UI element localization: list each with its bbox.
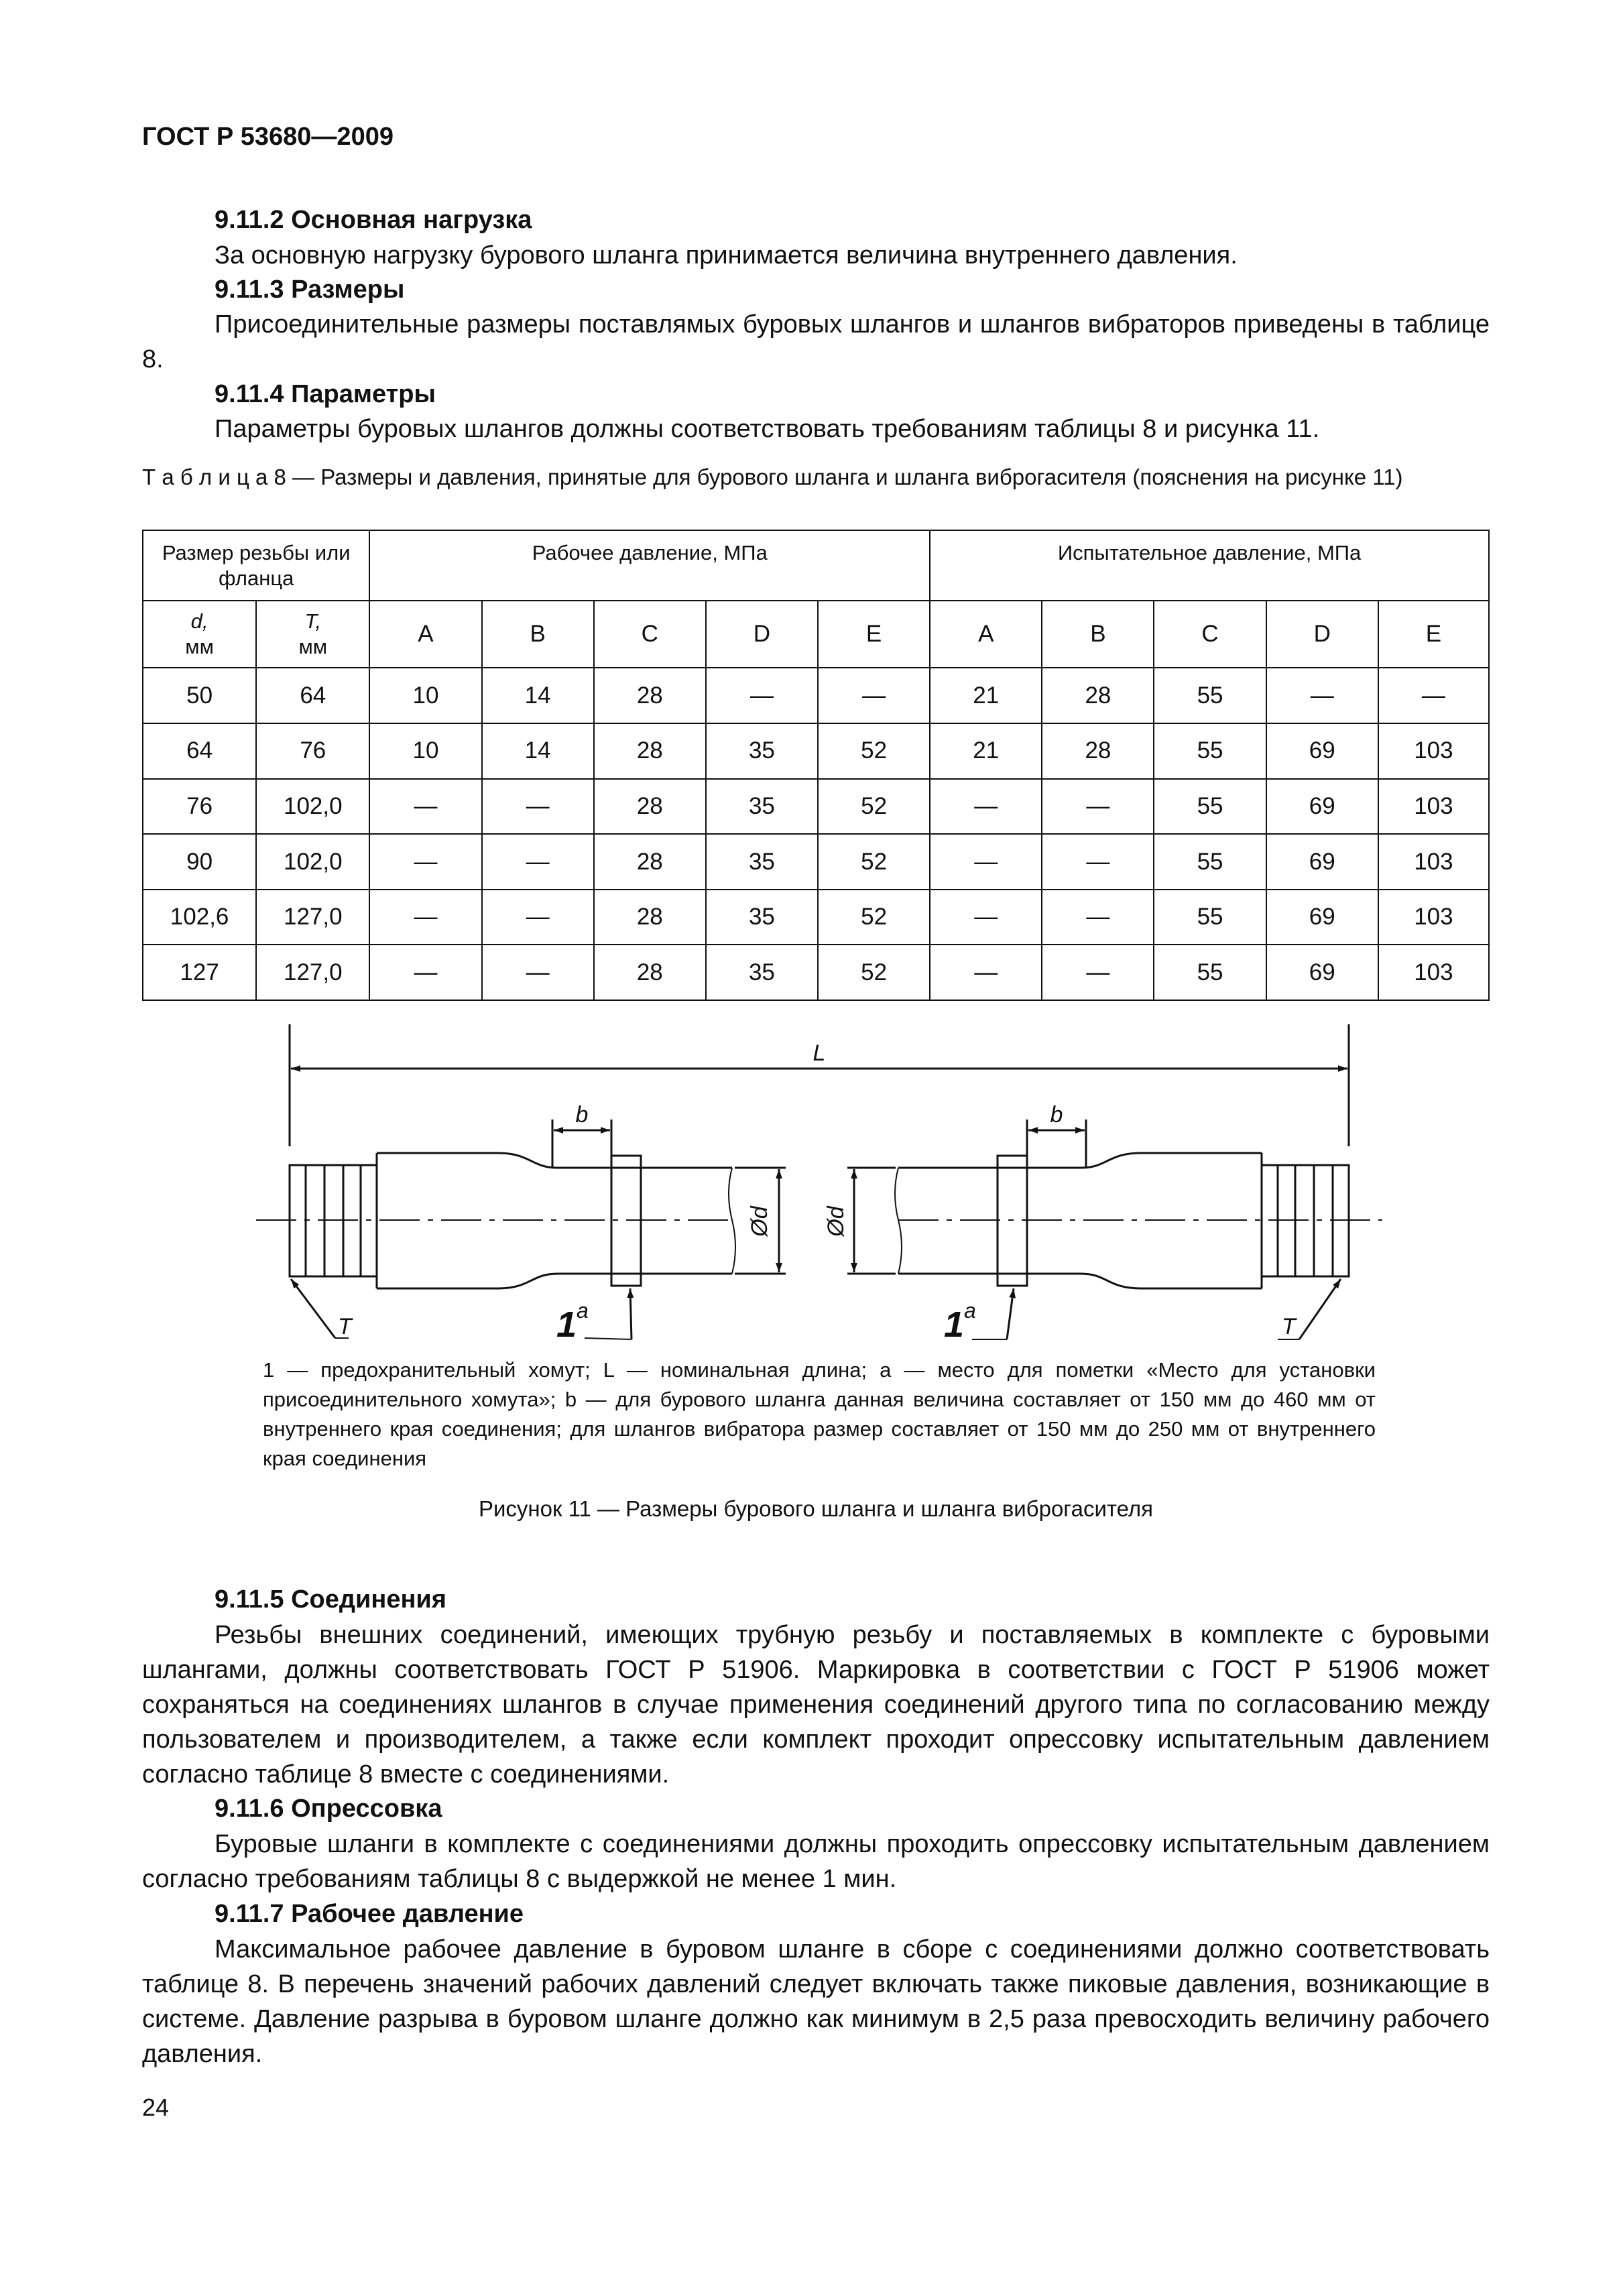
header-class: C (1154, 601, 1266, 668)
table-cell: 28 (594, 779, 706, 835)
table-caption (142, 463, 1490, 492)
figure-caption: Рисунок 11 — Размеры бурового шланга и шланга виброгасителя (478, 1496, 1154, 1521)
table-cell: — (930, 945, 1042, 1000)
dimension-d-right (847, 1168, 896, 1274)
leader-1a-left-shelf (585, 1338, 632, 1339)
header-class: D (706, 601, 818, 668)
section-text-9-11-4: Параметры буровых шлангов должны соответствовать требованиям таблицы 8 и рисунка 11. (215, 415, 1320, 443)
table-cell: 21 (930, 668, 1042, 723)
leader-1a-right (1007, 1288, 1014, 1339)
table-cell: 76 (256, 723, 369, 779)
table-cell: 35 (706, 890, 818, 945)
table-cell: 103 (1378, 779, 1489, 835)
table-caption-text: — Размеры и давления, принятые для бурового шланга и шланга виброгасителя (пояснения на рисунке 11) (286, 465, 1403, 489)
header-class: D (1266, 601, 1378, 668)
table-cell: 102,0 (256, 779, 369, 835)
table-cell: 90 (143, 834, 256, 890)
label-a-right: a (964, 1298, 976, 1323)
header-t-unit: мм (298, 635, 328, 659)
section-title-9-11-3: 9.11.3 Размеры (215, 276, 405, 304)
table-cell: 14 (482, 723, 594, 779)
table-cell: 28 (594, 945, 706, 1000)
label-1-left: 1 (556, 1305, 577, 1345)
section-title-9-11-6: 9.11.6 Опрессовка (215, 1795, 442, 1823)
section-text-9-11-2: За основную нагрузку бурового шланга принимается величина внутреннего давления. (215, 241, 1238, 269)
table-cell: 55 (1154, 890, 1266, 945)
header-d-symbol: d, (190, 609, 208, 633)
table-cell: 102,0 (256, 834, 369, 890)
header-size: Размер резьбы или фланца (143, 530, 369, 601)
table-cell: — (1378, 668, 1489, 723)
table-cell: 55 (1154, 668, 1266, 723)
table-cell: 10 (369, 668, 481, 723)
table-cell: — (369, 779, 481, 835)
table-row (143, 723, 1489, 779)
table-row (143, 668, 1489, 723)
page-number: 24 (142, 2094, 170, 2121)
table-row (143, 779, 1489, 835)
table-cell: 127 (143, 945, 256, 1000)
table-cell: 28 (594, 723, 706, 779)
table-cell: — (482, 779, 594, 835)
table-cell: 55 (1154, 945, 1266, 1000)
table-cell: — (1266, 668, 1378, 723)
table-cell: 69 (1266, 945, 1378, 1000)
section-title-9-11-7: 9.11.7 Рабочее давление (215, 1900, 524, 1928)
table-cell: 28 (1042, 668, 1154, 723)
table-cell: 69 (1266, 834, 1378, 890)
table-cell: — (482, 834, 594, 890)
table-cell: 35 (706, 945, 818, 1000)
table-cell: 52 (818, 723, 930, 779)
table-row (143, 945, 1489, 1000)
table-cell: 52 (818, 945, 930, 1000)
table-cell: — (1042, 834, 1154, 890)
section-title-9-11-4: 9.11.4 Параметры (215, 380, 436, 408)
table-cell: 50 (143, 668, 256, 723)
label-d-left: Ød (747, 1206, 772, 1237)
table-cell: 69 (1266, 723, 1378, 779)
table-cell: 55 (1154, 723, 1266, 779)
table-header-row-2 (143, 601, 1489, 668)
table-cell: 64 (143, 723, 256, 779)
table-cell: 55 (1154, 834, 1266, 890)
table-cell: 28 (594, 668, 706, 723)
table-cell: 102,6 (143, 890, 256, 945)
label-b-right: b (1050, 1102, 1063, 1128)
section-title-9-11-5: 9.11.5 Соединения (215, 1585, 446, 1614)
label-1-right: 1 (944, 1305, 965, 1345)
table-cell: 52 (818, 834, 930, 890)
header-class: A (369, 601, 481, 668)
table-cell: 10 (369, 723, 481, 779)
header-class: A (930, 601, 1042, 668)
header-class: B (482, 601, 594, 668)
table-cell: — (818, 668, 930, 723)
table-row (143, 834, 1489, 890)
leader-1a-left (630, 1288, 632, 1339)
label-T-left: T (338, 1314, 352, 1339)
header-class: B (1042, 601, 1154, 668)
table-cell: — (1042, 779, 1154, 835)
label-L: L (813, 1040, 826, 1066)
header-class: E (1378, 601, 1489, 668)
header-t (256, 601, 369, 668)
table-cell: — (369, 834, 481, 890)
figure-11-drawing (142, 1019, 1490, 1354)
leader-T-left (291, 1279, 335, 1338)
table-cell: 28 (1042, 723, 1154, 779)
table-header-row-1 (143, 530, 1489, 601)
table-cell: 103 (1378, 890, 1489, 945)
section-text-9-11-7: Максимальное рабочее давление в буровом шланге в сборе с соединениями должно соответствовать таблице 8. В перечень значений рабочих давлений следует включать также пиковые давления, возникающие в системе. Давление разрыва в буровом шланге должно как минимум в 2,5 раза превосходить величину рабочего давления. (142, 1935, 1490, 2068)
table-cell: — (369, 890, 481, 945)
table-cell: 103 (1378, 945, 1489, 1000)
section-title-9-11-2: 9.11.2 Основная нагрузка (215, 206, 532, 234)
table-cell: 52 (818, 890, 930, 945)
table-cell: 69 (1266, 890, 1378, 945)
header-d (143, 601, 256, 668)
section-text-9-11-5: Резьбы внешних соединений, имеющих трубную резьбу и поставляемых в комплекте с буровыми шлангами, должны соответствовать ГОСТ Р 51906. Маркировка в соответствии с ГОСТ Р 51906 может сохраняться на соединениях шлангов в случае применения соединений другого типа по согласованию между пользователем и производителем, а также если комплект проходит опрессовку испытательным давлением согласно таблице 8 вместе с соединениями. (142, 1621, 1490, 1789)
table-cell: 35 (706, 834, 818, 890)
label-T-right: T (1282, 1314, 1296, 1339)
table-cell: 55 (1154, 779, 1266, 835)
table-caption-prefix: Т а б л и ц а 8 (142, 465, 286, 489)
table-cell: — (1042, 890, 1154, 945)
table-cell: 35 (706, 779, 818, 835)
table-cell: 21 (930, 723, 1042, 779)
table-cell: 103 (1378, 834, 1489, 890)
table-cell: — (930, 834, 1042, 890)
figure-legend: 1 — предохранительный хомут; L — номинальная длина; a — место для пометки «Место для установки присоединительного хомута»; b — для бурового шланга данная величина составляет от 150 мм до 460 мм от внутреннего края соединения; для шлангов вибратора размер составляет от 150 мм до 250 мм от внутреннего края соединения (263, 1358, 1376, 1470)
table-cell: — (482, 890, 594, 945)
table-cell: 103 (1378, 723, 1489, 779)
table-cell: 127,0 (256, 890, 369, 945)
label-d-right: Ød (823, 1206, 849, 1237)
label-b-left: b (575, 1102, 589, 1128)
table-cell: — (482, 945, 594, 1000)
header-d-unit: мм (185, 635, 214, 659)
header-test-pressure: Испытательное давление, МПа (930, 530, 1489, 601)
table-cell: 127,0 (256, 945, 369, 1000)
header-class: C (594, 601, 706, 668)
header-t-symbol: T, (304, 609, 322, 633)
table-cell: 52 (818, 779, 930, 835)
table-cell: — (1042, 945, 1154, 1000)
table-cell: — (369, 945, 481, 1000)
header-working-pressure: Рабочее давление, МПа (369, 530, 930, 601)
table-8 (142, 530, 1490, 1001)
table-cell: — (930, 779, 1042, 835)
leader-T-right (1299, 1279, 1341, 1339)
table-cell: — (706, 668, 818, 723)
document-header: ГОСТ Р 53680—2009 (142, 123, 394, 151)
table-row (143, 890, 1489, 945)
section-text-9-11-6: Буровые шланги в комплекте с соединениями должны проходить опрессовку испытательным давлением согласно требованиям таблицы 8 с выдержкой не менее 1 мин. (142, 1830, 1490, 1893)
header-class: E (818, 601, 930, 668)
section-text-9-11-3: Присоединительные размеры поставлямых буровых шлангов и шлангов вибраторов приведены в таблице 8. (142, 310, 1490, 373)
table-cell: 28 (594, 834, 706, 890)
table-cell: 35 (706, 723, 818, 779)
table-cell: 14 (482, 668, 594, 723)
table-cell: 28 (594, 890, 706, 945)
table-cell: 64 (256, 668, 369, 723)
table-cell: 76 (143, 779, 256, 835)
table-body (143, 668, 1489, 1000)
label-a-left: a (577, 1298, 589, 1323)
table-cell: 69 (1266, 779, 1378, 835)
table-cell: — (930, 890, 1042, 945)
